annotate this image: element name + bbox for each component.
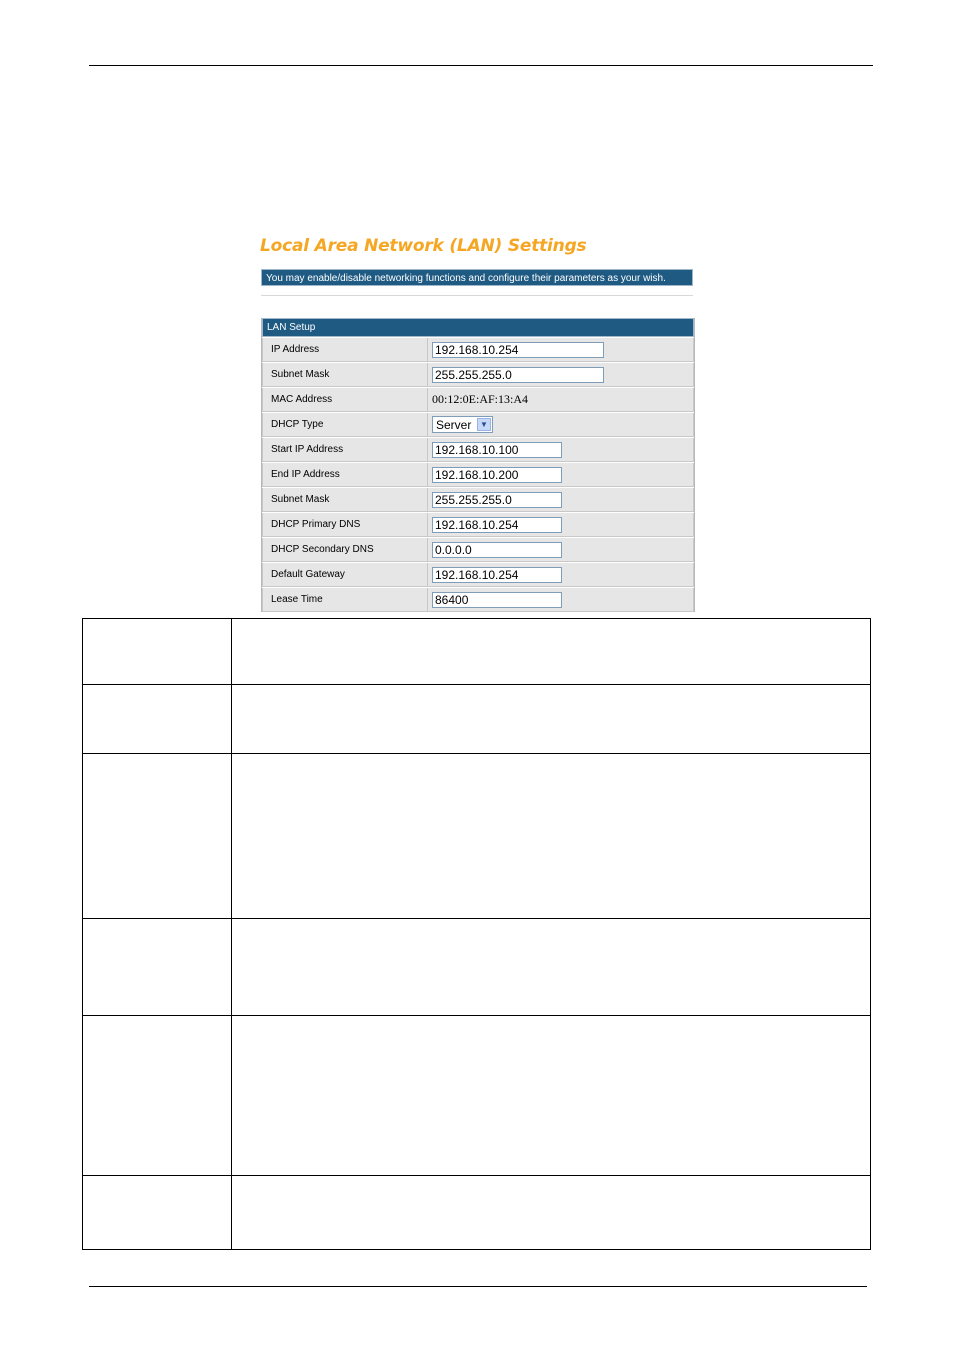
ip-address-row [262, 337, 694, 362]
page-title: Local Area Network (LAN) Settings [260, 236, 587, 256]
table-row [83, 685, 871, 754]
lease-time-row [262, 587, 694, 612]
field-label: Subnet Mask [262, 488, 428, 512]
section-header: LAN Setup [262, 318, 694, 337]
default-gateway-row [262, 562, 694, 587]
field-label: End IP Address [262, 463, 428, 487]
dhcp-subnet-mask-row [262, 487, 694, 512]
lan-setup-table [261, 318, 695, 612]
field-label: MAC Address [262, 388, 428, 412]
divider [261, 295, 693, 296]
dhcp-type-selected: Server [436, 417, 472, 432]
dhcp-type-row [262, 412, 694, 437]
field-label: DHCP Primary DNS [262, 513, 428, 537]
primary-dns-input[interactable]: 192.168.10.254 [432, 517, 562, 533]
table-row [83, 619, 871, 685]
secondary-dns-input[interactable]: 0.0.0.0 [432, 542, 562, 558]
end-ip-row [262, 462, 694, 487]
subnet-mask-input[interactable]: 255.255.255.0 [432, 367, 604, 383]
secondary-dns-row [262, 537, 694, 562]
start-ip-input[interactable]: 192.168.10.100 [432, 442, 562, 458]
start-ip-row [262, 437, 694, 462]
field-label: DHCP Secondary DNS [262, 538, 428, 562]
table-row [83, 919, 871, 1016]
bottom-rule [89, 1286, 867, 1287]
default-gateway-input[interactable]: 192.168.10.254 [432, 567, 562, 583]
lease-time-input[interactable]: 86400 [432, 592, 562, 608]
description-bar: You may enable/disable networking functions and configure their parameters as your wish. [261, 269, 693, 286]
field-label: IP Address [262, 338, 428, 362]
end-ip-input[interactable]: 192.168.10.200 [432, 467, 562, 483]
description-table [82, 618, 871, 1250]
chevron-down-icon[interactable]: ▼ [477, 418, 491, 431]
dhcp-type-select[interactable] [432, 416, 493, 433]
ip-address-input[interactable]: 192.168.10.254 [432, 342, 604, 358]
table-row [83, 1016, 871, 1176]
table-row [83, 1176, 871, 1250]
field-label: Subnet Mask [262, 363, 428, 387]
table-row [83, 754, 871, 919]
field-label: Lease Time [262, 588, 428, 612]
field-label: Default Gateway [262, 563, 428, 587]
field-label: DHCP Type [262, 413, 428, 437]
field-label: Start IP Address [262, 438, 428, 462]
dhcp-subnet-mask-input[interactable]: 255.255.255.0 [432, 492, 562, 508]
mac-address-value: 00:12:0E:AF:13:A4 [432, 392, 529, 406]
mac-address-row [262, 387, 694, 412]
top-rule [89, 65, 873, 66]
subnet-mask-row [262, 362, 694, 387]
lan-settings-screenshot [258, 236, 695, 610]
primary-dns-row [262, 512, 694, 537]
